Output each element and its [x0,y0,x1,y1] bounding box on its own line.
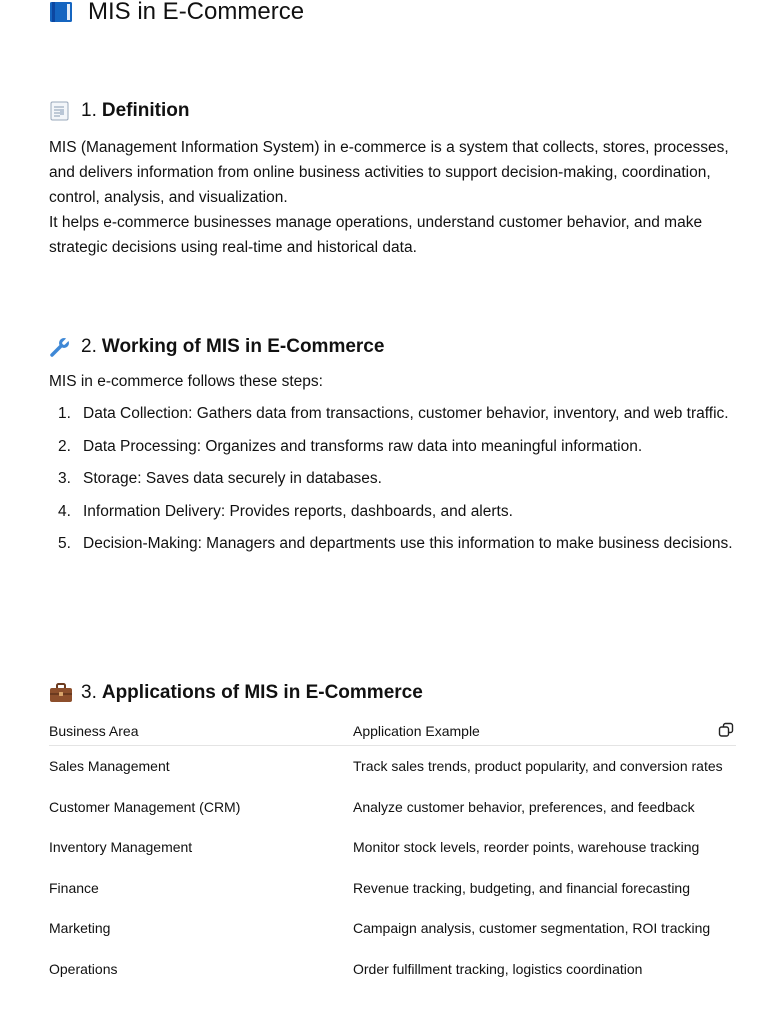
cell-application-example: Monitor stock levels, reorder points, warehouse tracking [353,839,700,855]
page-title-text: MIS in E-Commerce [88,0,305,25]
step-text: Data Processing: Organizes and transforms raw data into meaningful information. [83,437,643,455]
step-text: Storage: Saves data securely in databases. [83,470,382,487]
definition-paragraph-2: It helps e-commerce businesses manage operations, understand customer behavior, and make strategic decisions using real-time and historical data. [49,214,703,256]
step-text: Information Delivery: Provides reports, dashboards, and alerts. [83,502,513,520]
table-header [49,716,736,746]
step-number: 4. [58,502,71,520]
list-item [49,499,739,524]
working-intro: MIS in e-commerce follows these steps: [49,373,323,390]
step-text: Data Collection: Gathers data from transactions, customer behavior, inventory, and web traffic. [83,405,729,422]
briefcase-icon [49,682,73,704]
list-item [49,401,739,426]
cell-business-area: Sales Management [49,758,170,774]
cell-application-example: Revenue tracking, budgeting, and financial forecasting [353,879,690,896]
working-steps-list [49,401,739,564]
section-heading-applications [49,682,423,704]
definition-paragraph-1: MIS (Management Information System) in e-commerce is a system that collects, stores, processes, and delivers information from online business activities to support decision-making, coordination, control, analysis, and visualization. [49,139,729,206]
list-item [49,466,739,491]
step-text: Decision-Making: Managers and departments use this information to make business decisions. [83,535,733,552]
section-number: 1. [81,100,97,121]
cell-application-example: Order fulfillment tracking, logistics coordination [353,960,643,977]
section-title: Working of MIS in E-Commerce [101,336,385,357]
column-header-business-area: Business Area [49,722,139,739]
page-title [49,0,304,30]
column-header-application-example: Application Example [353,722,480,739]
list-item [49,434,739,459]
section-number: 3. [81,682,97,703]
step-number: 2. [58,437,71,455]
cell-business-area: Customer Management (CRM) [49,798,241,815]
blue-book-icon [49,1,73,23]
applications-table [49,716,736,989]
table-row [49,908,736,949]
cell-application-example: Campaign analysis, customer segmentation, ROI tracking [353,920,711,936]
table-row [49,746,736,787]
cell-business-area: Marketing [49,920,111,936]
cell-business-area: Inventory Management [49,839,193,855]
section-heading-definition [49,100,189,122]
step-number: 1. [58,405,71,422]
list-item [49,531,739,556]
cell-business-area: Finance [49,879,99,896]
step-number: 5. [58,535,71,552]
step-number: 3. [58,470,71,487]
cell-application-example: Analyze customer behavior, preferences, and feedback [353,798,695,815]
section-title: Applications of MIS in E-Commerce [101,682,423,703]
cell-application-example: Track sales trends, product popularity, and conversion rates [353,758,723,774]
section-number: 2. [81,336,97,357]
table-row [49,949,736,990]
wrench-icon [49,336,73,358]
table-row [49,868,736,909]
section-title: Definition [101,100,190,121]
copy-icon[interactable] [718,722,734,738]
cell-business-area: Operations [49,960,118,977]
table-row [49,827,736,868]
section-heading-working [49,336,384,358]
memo-icon [49,100,73,122]
table-row [49,787,736,828]
